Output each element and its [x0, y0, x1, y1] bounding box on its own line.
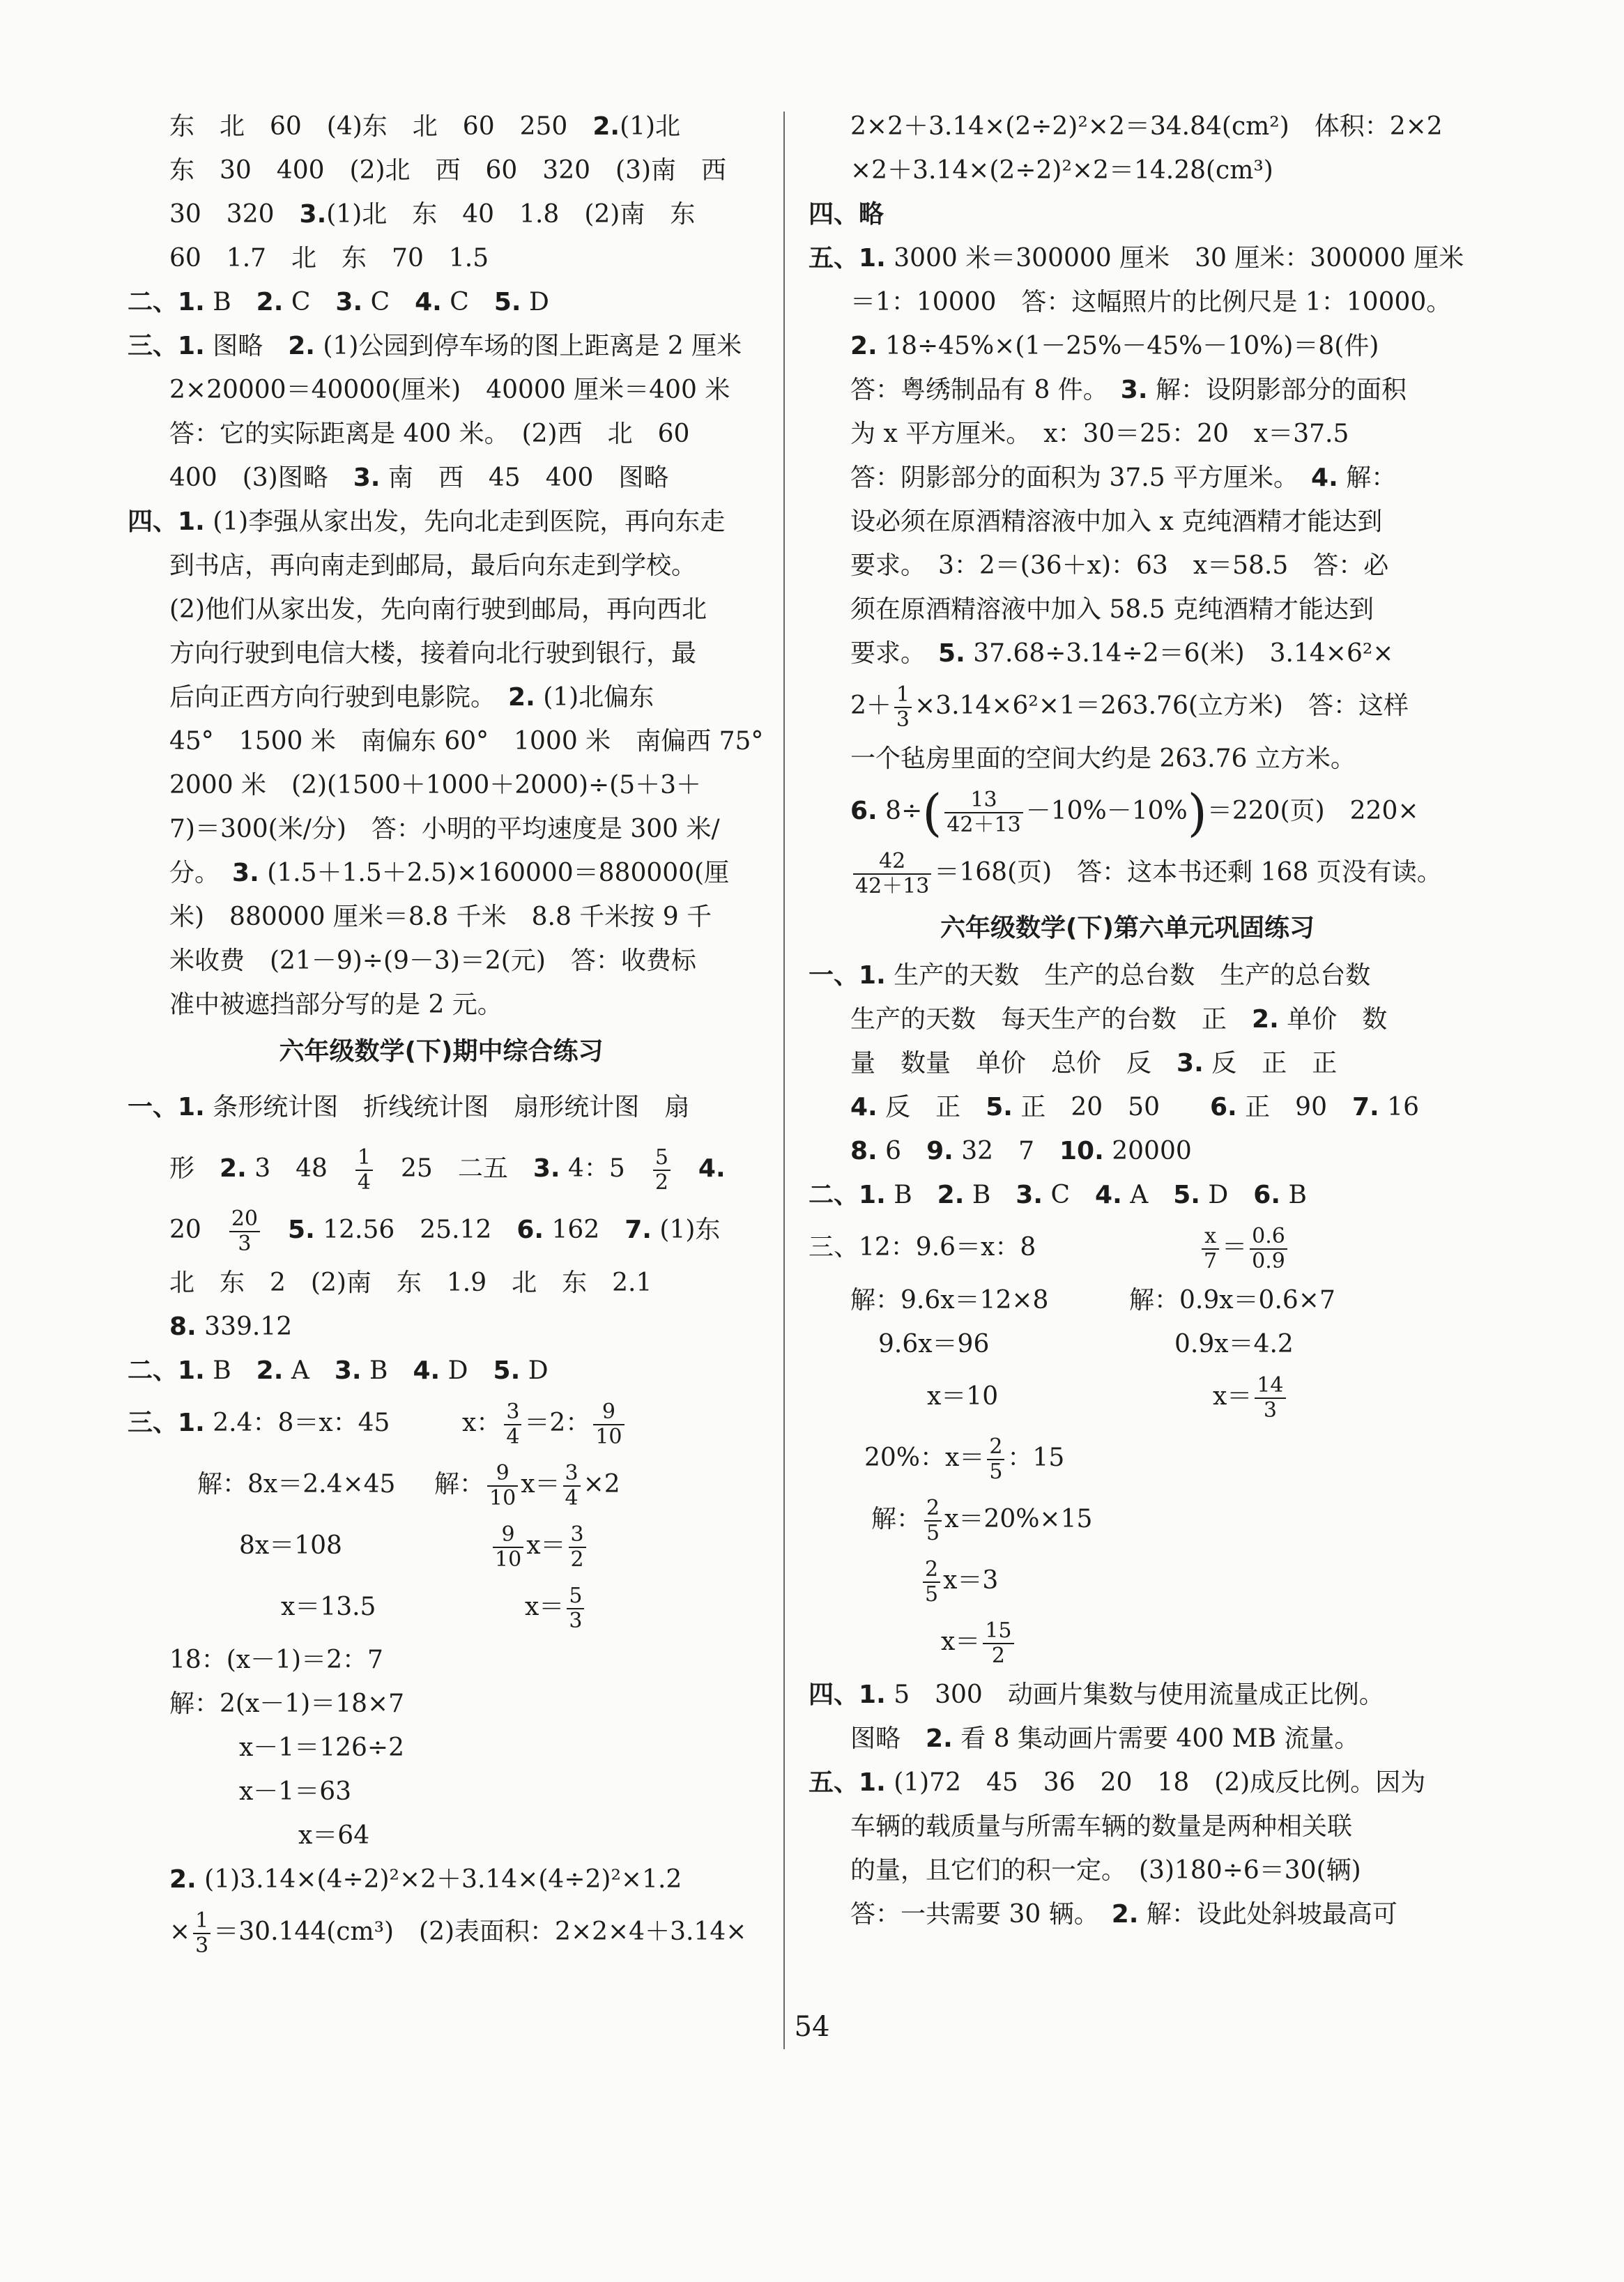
fraction: $\frac{2}{5}$ [924, 1496, 942, 1545]
answer-line: 米收费 (21－9)÷(9－3)＝2(元) 答：收费标 [169, 947, 696, 975]
answer-line: 8. 6 9. 32 7 10. 20000 [850, 1137, 1192, 1165]
equation-row: 三、1. 2.4：8＝x：45 x： $\frac{3}{4}$ ＝2： $\frac{9}{10}$ [128, 1393, 755, 1454]
answer-line: 答：一共需要 30 辆。 2. 解：设此处斜坡最高可 [850, 1900, 1397, 1929]
fraction: $\frac{15}{2}$ [983, 1619, 1013, 1668]
fraction: $\frac{14}{3}$ [1255, 1374, 1285, 1423]
answer-line: 量 数量 单价 总价 反 3. 反 正 正 [850, 1049, 1338, 1078]
answer-line: 2. (1)3.14×(4÷2)²×2＋3.14×(4÷2)²×1.2 [169, 1865, 682, 1894]
answer-line: 400 (3)图略 3. 南 西 45 400 图略 [169, 464, 669, 492]
right-column [809, 105, 1464, 1936]
section-heading: 六年级数学(下)期中综合练习 [279, 1037, 604, 1066]
fraction: $\frac{1}{4}$ [355, 1146, 373, 1195]
answer-line: 30 320 3.(1)北 东 40 1.8 (2)南 东 [169, 200, 696, 229]
answer-line: 生产的天数 每天生产的台数 正 2. 单价 数 [850, 1005, 1388, 1034]
answer-line: 60 1.7 北 东 70 1.5 [169, 244, 489, 273]
answer-line: 四、略 [809, 200, 884, 229]
answer-line: 2000 米 (2)(1500＋1000＋2000)÷(5＋3＋ [169, 771, 702, 799]
answer-line: 形 2. 3 48 $\frac{1}{4}$ 25 二五 3. 4：5 $\frac{5}{2}$ 4. [169, 1145, 726, 1195]
fraction: $\frac{9}{10}$ [593, 1400, 624, 1449]
answer-line: 须在原酒精溶液中加入 58.5 克纯酒精才能达到 [850, 595, 1374, 624]
equation-row: 9.6x＝96 0.9x＝4.2 [878, 1330, 1294, 1358]
answer-line: 答：它的实际距离是 400 米。 (2)西 北 60 [169, 420, 690, 448]
answer-line: 方向行驶到电信大楼，接着向北行驶到银行，最 [169, 639, 697, 668]
fraction: $\frac{1}{3}$ [894, 683, 912, 732]
answer-line: 2×2＋3.14×(2÷2)²×2＝34.84(cm²) 体积：2×2 [850, 112, 1443, 141]
answer-line: 车辆的载质量与所需车辆的数量是两种相关联 [850, 1812, 1353, 1841]
fraction: $\frac{13}{42+13}$ [944, 788, 1022, 837]
answer-line: 东 30 400 (2)北 西 60 320 (3)南 西 [169, 156, 727, 185]
answer-line: 二、1. B 2. B 3. C 4. A 5. D 6. B [809, 1181, 1307, 1209]
equation-row: x＝13.5 x＝ $\frac{5}{3}$ [128, 1577, 755, 1638]
answer-line: 准中被遮挡部分写的是 2 元。 [169, 990, 503, 1019]
answer-line: 到书店，再向南走到邮局，最后向东走到学校。 [169, 551, 697, 580]
answer-line: 一个毡房里面的空间大约是 263.76 立方米。 [850, 744, 1356, 773]
fraction: $\frac{9}{10}$ [493, 1523, 523, 1572]
answer-line: 6. 8÷( $\frac{13}{42+13}$ －10%－10%)＝220(页) 220× [850, 783, 1419, 842]
answer-line: 要求。 5. 37.68÷3.14÷2＝6(米) 3.14×6²× [850, 639, 1394, 668]
answer-line: 图略 2. 看 8 集动画片需要 400 MB 流量。 [850, 1724, 1360, 1753]
fraction: $\frac{42}{42+13}$ [853, 850, 931, 898]
answer-line: 设必须在原酒精溶液中加入 x 克纯酒精才能达到 [850, 507, 1383, 536]
equation-row: $\frac{2}{5}$ x＝3 [809, 1550, 1446, 1611]
answer-line: 7)＝300(米/分) 答：小明的平均速度是 300 米/ [169, 815, 720, 843]
answer-line: 一、1. 条形统计图 折线统计图 扇形统计图 扇 [128, 1093, 690, 1121]
answer-line: 为 x 平方厘米。 x：30＝25：20 x＝37.5 [850, 420, 1349, 448]
answer-line: 米) 880000 厘米＝8.8 千米 8.8 千米按 9 千 [169, 903, 712, 931]
answer-line: 45° 1500 米 南偏东 60° 1000 米 南偏西 75° [169, 727, 764, 756]
answer-line: 二、1. B 2. A 3. B 4. D 5. D [128, 1356, 549, 1385]
answer-line: 东 北 60 (4)东 北 60 250 2.(1)北 [169, 112, 681, 141]
answer-line: 一、1. 生产的天数 生产的总台数 生产的总台数 [809, 961, 1371, 990]
fraction: $\frac{20}{3}$ [229, 1207, 260, 1256]
answer-line: × $\frac{1}{3}$ ＝30.144(cm³) (2)表面积：2×2×4＋3.14× [169, 1908, 747, 1958]
equation-row: 三、12：9.6＝x：8 $\frac{x}{7}$ ＝ $\frac{0.6}{0.9}$ [809, 1217, 1446, 1278]
equation-row: 18：(x－1)＝2：7 [169, 1646, 383, 1674]
equation-row: 8x＝108 $\frac{9}{10}$ x＝ $\frac{3}{2}$ [128, 1515, 755, 1577]
equation-row: 解： $\frac{2}{5}$ x＝20%×15 [871, 1496, 1093, 1545]
fraction: $\frac{1}{3}$ [193, 1909, 210, 1958]
answer-line: 4. 反 正 5. 正 20 50 6. 正 90 7. 16 [850, 1093, 1419, 1121]
page-number: 54 [794, 2011, 830, 2043]
answer-line: 分。 3. (1.5＋1.5＋2.5)×160000＝880000(厘 [169, 859, 730, 887]
answer-line: 三、1. 图略 2. (1)公园到停车场的图上距离是 2 厘米 [128, 332, 742, 360]
equation-row: 解：8x＝2.4×45 解： $\frac{9}{10}$ x＝ $\frac{3}{4}$ ×2 [197, 1461, 620, 1510]
fraction: $\frac{5}{2}$ [653, 1146, 671, 1195]
answer-line: 答：阴影部分的面积为 37.5 平方厘米。 4. 解： [850, 464, 1397, 492]
answer-line: 20 $\frac{20}{3}$ 5. 12.56 25.12 6. 162 7. (1)东 [169, 1207, 721, 1256]
fraction: $\frac{3}{4}$ [563, 1462, 581, 1510]
equation-row: x－1＝126÷2 [239, 1733, 404, 1762]
fraction: $\frac{x}{7}$ [1202, 1225, 1219, 1273]
equation-row: 解：2(x－1)＝18×7 [169, 1690, 405, 1718]
fraction: $\frac{2}{5}$ [987, 1435, 1004, 1484]
equation-row: 20%：x＝ $\frac{2}{5}$ ：15 [864, 1434, 1065, 1484]
answer-line: 二、1. B 2. C 3. C 4. C 5. D [128, 288, 549, 316]
equation-row: x＝ $\frac{15}{2}$ [809, 1611, 1446, 1673]
fraction: $\frac{3}{4}$ [504, 1400, 521, 1449]
answer-line: (2)他们从家出发，先向南行驶到邮局，再向西北 [169, 595, 707, 624]
answer-line: 的量，且它们的积一定。 (3)180÷6＝30(辆) [850, 1856, 1361, 1885]
answer-line: 四、1. (1)李强从家出发，先向北走到医院，再向东走 [128, 507, 726, 536]
answer-line: 后向正西方向行驶到电影院。 2. (1)北偏东 [169, 683, 654, 712]
answer-line: $\frac{42}{42+13}$ ＝168(页) 答：这本书还剩 168 页没有读。 [809, 842, 1446, 903]
answer-line: 答：粤绣制品有 8 件。 3. 解：设阴影部分的面积 [850, 376, 1407, 404]
answer-line: 五、1. 3000 米＝300000 厘米 30 厘米：300000 厘米 [809, 244, 1464, 273]
fraction: $\frac{5}{3}$ [567, 1584, 584, 1633]
answer-line: ×2＋3.14×(2÷2)²×2＝14.28(cm³) [850, 156, 1273, 185]
answer-line: 要求。 3：2＝(36＋x)：63 x＝58.5 答：必 [850, 551, 1389, 580]
section-heading: 六年级数学(下)第六单元巩固练习 [940, 914, 1315, 942]
fraction: $\frac{2}{5}$ [923, 1558, 940, 1607]
equation-row: 解：9.6x＝12×8 解：0.9x＝0.6×7 [850, 1286, 1335, 1315]
equation-row: x＝64 [298, 1821, 370, 1850]
answer-line: ＝1：10000 答：这幅照片的比例尺是 1：10000。 [850, 288, 1452, 316]
answer-line: 2. 18÷45%×(1－25%－45%－10%)＝8(件) [850, 332, 1379, 360]
equation-row: x－1＝63 [239, 1777, 352, 1806]
answer-line: 8. 339.12 [169, 1312, 293, 1341]
answer-line: 2×20000＝40000(厘米) 40000 厘米＝400 米 [169, 376, 730, 404]
left-column [128, 105, 764, 1963]
equation-row: x＝10 x＝ $\frac{14}{3}$ [809, 1366, 1446, 1427]
answer-line: 2＋ $\frac{1}{3}$ ×3.14×6²×1＝263.76(立方米) 答：这样 [850, 682, 1409, 732]
answer-line: 四、1. 5 300 动画片集数与使用流量成正比例。 [809, 1680, 1384, 1709]
fraction: $\frac{9}{10}$ [487, 1462, 518, 1510]
fraction: $\frac{3}{2}$ [569, 1523, 586, 1572]
answer-line: 北 东 2 (2)南 东 1.9 北 东 2.1 [169, 1269, 652, 1297]
fraction: $\frac{0.6}{0.9}$ [1250, 1225, 1287, 1273]
column-divider [783, 112, 785, 2049]
answer-line: 五、1. (1)72 45 36 20 18 (2)成反比例。因为 [809, 1768, 1426, 1797]
